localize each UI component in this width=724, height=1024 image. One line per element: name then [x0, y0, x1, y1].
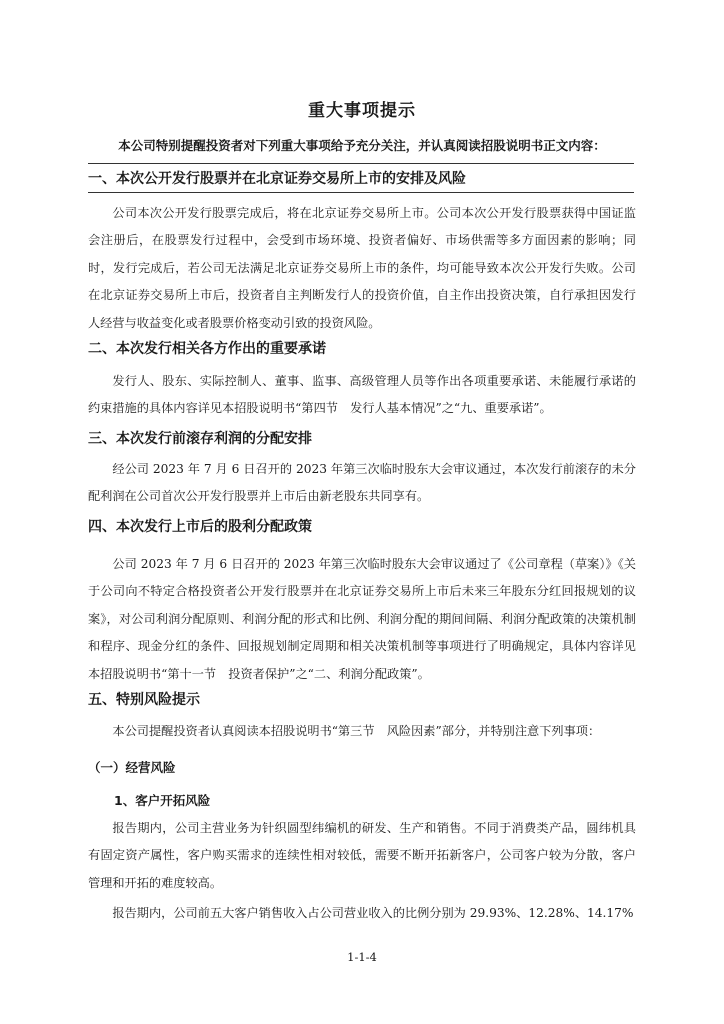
- page-number: 1-1-4: [347, 950, 377, 964]
- section-heading-3: 三、本次发行前滚存利润的分配安排: [88, 431, 312, 447]
- section-heading-5: 五、特别风险提示: [88, 692, 200, 708]
- section-paragraph-3: 经公司 2023 年 7 月 6 日召开的 2023 年第三次临时股东大会审议通过，本次发行前滚存的未分配利润在公司首次公开发行股票并上市后由新老股东共同享有。: [88, 462, 636, 504]
- heading-rule-top: [88, 163, 634, 164]
- section-paragraph-1: 公司本次公开发行股票完成后，将在北京证券交易所上市。公司本次公开发行股票获得中国证监会注册后，在股票发行过程中，会受到市场环境、投资者偏好、市场供需等多方面因素的影响；同时，发行完成后，若公司无法满足北京证券交易所上市的条件，均可能导致本次公开发行失败。公司在北京证券交易所上市后，投资者自主判断发行人的投资价值，自主作出投资决策，自行承担因发行人经营与收益变化或者股票价格变动引致的投资风险。: [88, 206, 636, 330]
- section-paragraph-4: 公司 2023 年 7 月 6 日召开的 2023 年第三次临时股东大会审议通过了《公司章程（草案）》《关于公司向不特定合格投资者公开发行股票并在北京证券交易所上市后未来三年股东分红回报规划的议案》，对公司利润分配原则、利润分配的形式和比例、利润分配的期间间隔、利润分配政策的决策机制和程序、现金分红的条件、回报规划制定周期和相关决策机制等事项进行了明确规定，具体内容详见本招股说明书“第十一节 投资者保护”之“二、利润分配政策”。: [88, 557, 636, 681]
- subsection-paragraph-1: 报告期内，公司主营业务为针织圆型纬编机的研发、生产和销售。不同于消费类产品，圆纬机具有固定资产属性，客户购买需求的连续性相对较低，需要不断开拓新客户，公司客户较为分散，客户管理和开拓的难度较高。: [88, 821, 636, 890]
- item-heading: 1、客户开拓风险: [114, 793, 211, 808]
- notice-line: 本公司特别提醒投资者对下列重大事项给予充分关注，并认真阅读招股说明书正文内容：: [118, 138, 606, 153]
- section-paragraph-5: 本公司提醒投资者认真阅读本招股说明书“第三节 风险因素”部分，并特别注意下列事项：: [112, 724, 601, 738]
- subsection-heading: （一）经营风险: [88, 760, 176, 775]
- section-paragraph-2: 发行人、股东、实际控制人、董事、监事、高级管理人员等作出各项重要承诺、未能履行承诺的约束措施的具体内容详见本招股说明书“第四节 发行人基本情况”之“九、重要承诺”。: [88, 374, 636, 416]
- subsection-paragraph-2: 报告期内，公司前五大客户销售收入占公司营业收入的比例分别为 29.93%、12.28%、14.17%: [112, 906, 634, 920]
- page-title: 重大事项提示: [308, 101, 416, 121]
- section-heading-2: 二、本次发行相关各方作出的重要承诺: [88, 341, 326, 357]
- section-heading-4: 四、本次发行上市后的股利分配政策: [88, 519, 312, 535]
- heading-rule-bottom: [88, 192, 634, 193]
- section-heading-1: 一、本次公开发行股票并在北京证券交易所上市的安排及风险: [88, 171, 466, 187]
